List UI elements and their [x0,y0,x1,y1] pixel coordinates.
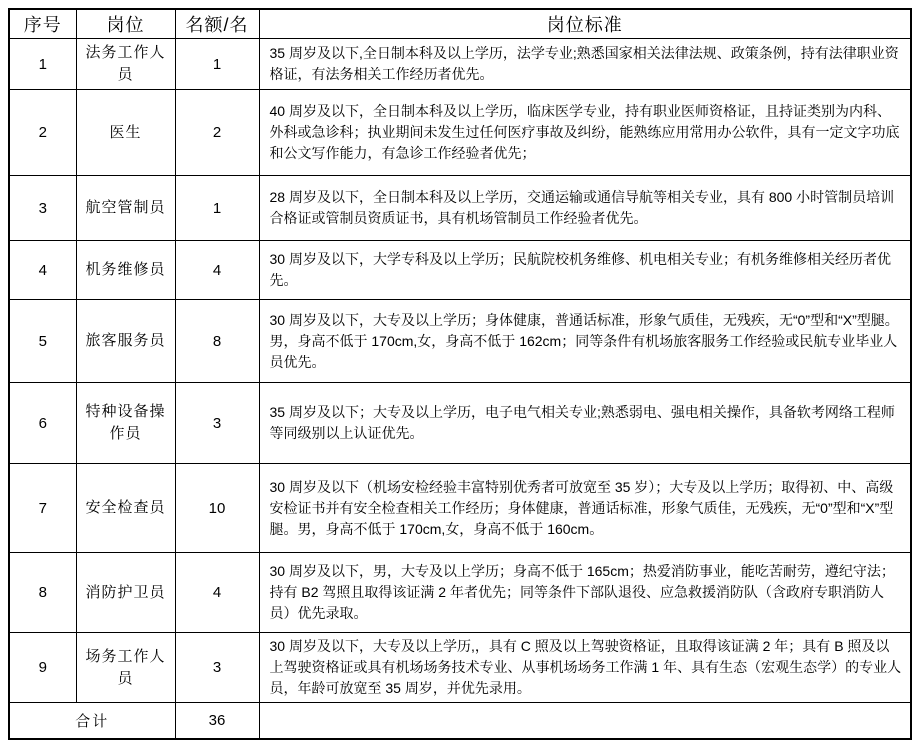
cell-no: 2 [9,90,76,176]
cell-standard: 30 周岁及以下，大专及以上学历；身体健康，普通话标准，形象气质佳，无残疾，无“0”型和“X”型腿。男，身高不低于 170cm,女，身高不低于 162cm；同等条件有机场旅客服务工作经验或民航专业毕业人员优先。 [259,300,911,383]
cell-no: 4 [9,241,76,300]
table-row [9,633,911,703]
table-row [9,90,911,176]
cell-standard: 30 周岁及以下，大学专科及以上学历；民航院校机务维修、机电相关专业；有机务维修相关经历者优先。 [259,241,911,300]
table-row [9,39,911,90]
cell-position: 法务工作人员 [76,39,175,90]
cell-quota: 10 [175,464,259,553]
cell-no: 9 [9,633,76,703]
cell-position: 航空管制员 [76,176,175,241]
cell-position: 安全检查员 [76,464,175,553]
cell-no: 3 [9,176,76,241]
cell-standard: 30 周岁及以下，男，大专及以上学历；身高不低于 165cm；热爱消防事业，能吃苦耐劳，遵纪守法；持有 B2 驾照且取得该证满 2 年者优先；同等条件下部队退役、应急救援消防队（含政府专职消防人员）优先录取。 [259,553,911,633]
cell-no: 5 [9,300,76,383]
cell-standard: 35 周岁及以下,全日制本科及以上学历，法学专业;熟悉国家相关法律法规、政策条例，持有法律职业资格证，有法务相关工作经历者优先。 [259,39,911,90]
header-row [9,9,911,39]
table-row [9,300,911,383]
cell-quota: 4 [175,553,259,633]
cell-position: 医生 [76,90,175,176]
cell-standard: 40 周岁及以下，全日制本科及以上学历，临床医学专业，持有职业医师资格证，且持证类别为内科、外科或急诊科；执业期间未发生过任何医疗事故及纠纷，能熟练应用常用办公软件，具有一定文字功底和公文写作能力，有急诊工作经验者优先； [259,90,911,176]
header-position: 岗位 [76,9,175,39]
cell-no: 8 [9,553,76,633]
job-positions-table [8,8,912,740]
table-row [9,383,911,464]
cell-position: 消防护卫员 [76,553,175,633]
cell-standard: 30 周岁及以下，大专及以上学历,，具有 C 照及以上驾驶资格证，且取得该证满 2 年；具有 B 照及以上驾驶资格证或具有机场场务技术专业、从事机场场务工作满 1 年、具有生态（宏观生态学）的专业人员，年龄可放宽至 35 周岁，并优先录用。 [259,633,911,703]
table-row [9,464,911,553]
cell-quota: 8 [175,300,259,383]
table-row [9,241,911,300]
cell-position: 场务工作人员 [76,633,175,703]
cell-standard: 28 周岁及以下，全日制本科及以上学历，交通运输或通信导航等相关专业，具有 800 小时管制员培训合格证或管制员资质证书，具有机场管制员工作经验者优先。 [259,176,911,241]
cell-quota: 3 [175,633,259,703]
footer-total-label: 合计 [9,703,175,739]
cell-no: 1 [9,39,76,90]
cell-position: 特种设备操作员 [76,383,175,464]
cell-no: 6 [9,383,76,464]
cell-standard: 35 周岁及以下；大专及以上学历，电子电气相关专业;熟悉弱电、强电相关操作，具备软考网络工程师等同级别以上认证优先。 [259,383,911,464]
footer-empty-cell [259,703,911,739]
table-row [9,553,911,633]
header-standard: 岗位标准 [259,9,911,39]
cell-quota: 4 [175,241,259,300]
cell-position: 机务维修员 [76,241,175,300]
cell-quota: 2 [175,90,259,176]
cell-standard: 30 周岁及以下（机场安检经验丰富特别优秀者可放宽至 35 岁）；大专及以上学历；取得初、中、高级安检证书并有安全检查相关工作经历；身体健康，普通话标准，形象气质佳，无残疾，无“0”型和“X”型腿。男，身高不低于 170cm,女，身高不低于 160cm。 [259,464,911,553]
cell-position: 旅客服务员 [76,300,175,383]
table-row [9,176,911,241]
cell-quota: 1 [175,176,259,241]
cell-quota: 3 [175,383,259,464]
header-no: 序号 [9,9,76,39]
footer-row [9,703,911,739]
cell-no: 7 [9,464,76,553]
cell-quota: 1 [175,39,259,90]
footer-total-value: 36 [175,703,259,739]
header-quota: 名额/名 [175,9,259,39]
